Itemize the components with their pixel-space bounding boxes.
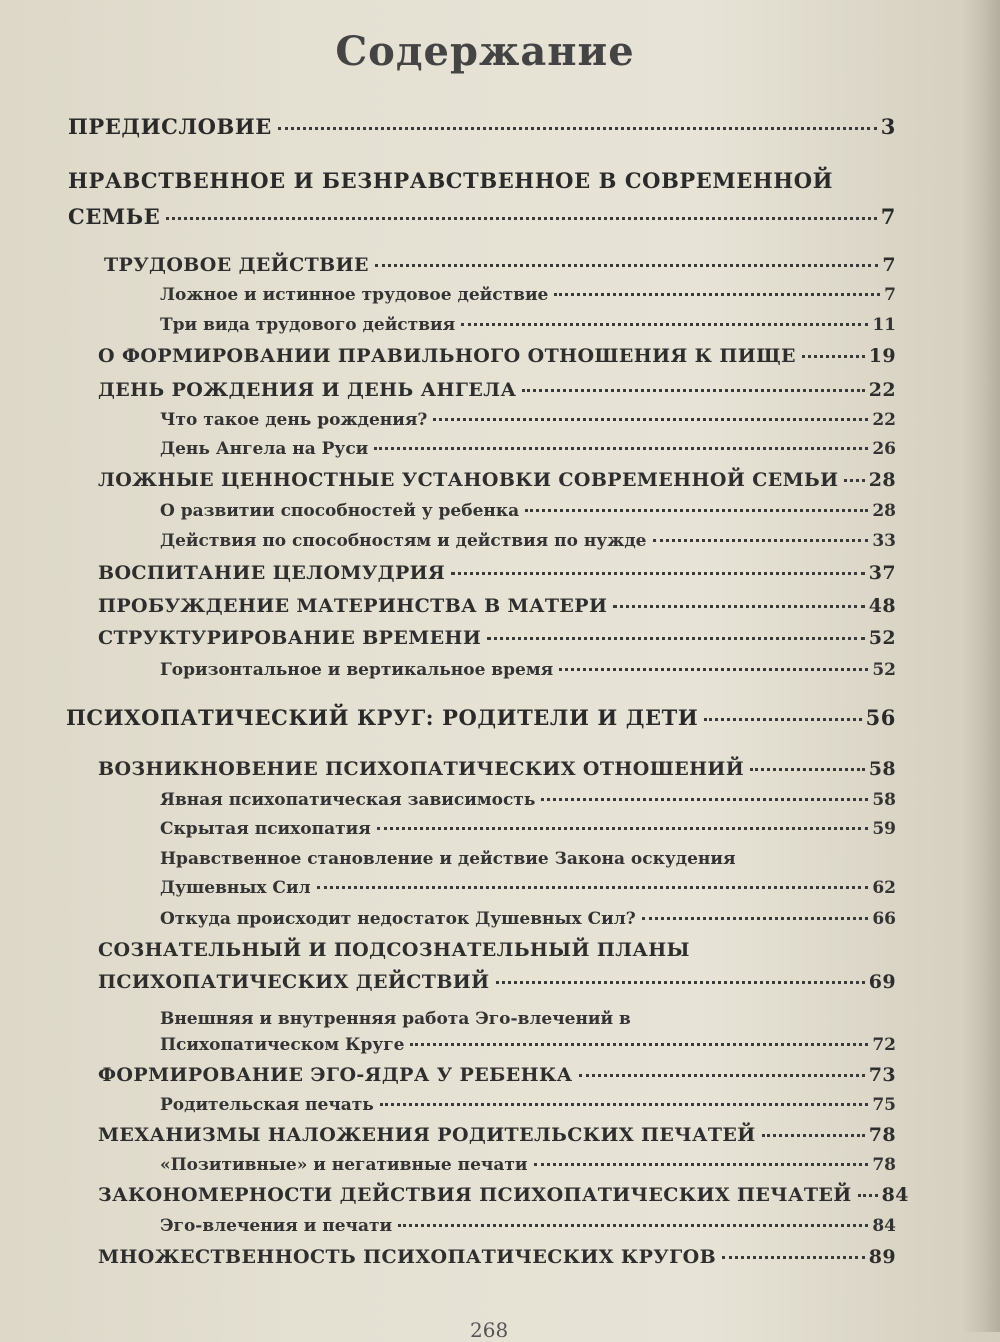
toc-entry-page: 78 [872, 1155, 896, 1175]
toc-entry-page: 59 [872, 819, 896, 839]
toc-entry-title: Явная психопатическая зависимость [160, 790, 536, 810]
toc-entry-explicit-dependence [160, 790, 896, 810]
toc-entry-multiple-circles [98, 1246, 896, 1268]
toc-entry-conscious-planes [98, 971, 896, 993]
toc-entry-title: Скрытая психопатия [160, 819, 371, 839]
toc-entry-title: ЗАКОНОМЕРНОСТИ ДЕЙСТВИЯ ПСИХОПАТИЧЕСКИХ ПЕЧАТЕЙ [98, 1184, 852, 1206]
toc-entry-title: Действия по способностям и действия по нужде [160, 531, 647, 551]
toc-entry-page: 52 [872, 660, 896, 680]
toc-leader-dots [522, 389, 864, 392]
toc-entry-moral-becoming [160, 878, 896, 898]
toc-entry-page: 84 [881, 1184, 909, 1206]
toc-entry-title: ПРЕДИСЛОВИЕ [68, 114, 272, 139]
toc-entry-three-kinds [160, 315, 896, 335]
toc-entry-preface [68, 114, 896, 139]
toc-leader-dots [380, 1103, 868, 1106]
toc-entry-page: 89 [868, 1246, 896, 1268]
toc-leader-dots [410, 1043, 868, 1046]
toc-leader-dots [398, 1224, 868, 1227]
toc-entry-page: 19 [868, 345, 896, 367]
toc-entry-title: СЕМЬЕ [68, 204, 161, 229]
toc-entry-psychopathic-circle [66, 705, 896, 730]
toc-entry-title: День Ангела на Руси [160, 439, 369, 459]
toc-entry-title: ПРОБУЖДЕНИЕ МАТЕРИНСТВА В МАТЕРИ [98, 595, 608, 617]
toc-leader-dots [642, 917, 869, 920]
toc-entry-title: ПСИХОПАТИЧЕСКИЙ КРУГ: РОДИТЕЛИ И ДЕТИ [66, 705, 699, 730]
toc-entry-page: 72 [872, 1035, 896, 1055]
toc-entry-page: 52 [868, 627, 896, 649]
toc-entry-page: 62 [872, 878, 896, 898]
toc-entry-food [98, 345, 896, 367]
toc-leader-dots [377, 827, 869, 830]
toc-leader-dots [704, 718, 861, 721]
page-edge-shadow [962, 0, 1000, 1332]
toc-leader-dots [613, 605, 864, 608]
toc-entry-page: 73 [868, 1064, 896, 1086]
toc-entry-title: ЛОЖНЫЕ ЦЕННОСТНЫЕ УСТАНОВКИ СОВРЕМЕННОЙ СЕМЬИ [98, 469, 839, 491]
toc-entry-title: ПСИХОПАТИЧЕСКИХ ДЕЙСТВИЙ [98, 971, 490, 993]
toc-entry-page: 7 [884, 285, 896, 305]
toc-entry-title-line1: НРАВСТВЕННОЕ И БЕЗНРАВСТВЕННОЕ В СОВРЕМЕННОЙ [68, 168, 834, 193]
toc-entry-page: 69 [868, 971, 896, 993]
toc-leader-dots [451, 572, 865, 575]
toc-leader-dots [487, 637, 864, 640]
toc-entry-abilities-need [160, 531, 896, 551]
toc-entry-birthday-angel [98, 379, 896, 401]
toc-entry-page: 22 [868, 379, 896, 401]
toc-leader-dots [559, 668, 868, 671]
toc-leader-dots [534, 1163, 869, 1166]
toc-entry-title: ФОРМИРОВАНИЕ ЭГО-ЯДРА У РЕБЕНКА [98, 1064, 573, 1086]
toc-leader-dots [278, 127, 877, 130]
toc-leader-dots [554, 293, 880, 296]
toc-entry-lack-of-strength [160, 909, 896, 929]
toc-entry-title: Что такое день рождения? [160, 410, 428, 430]
toc-leader-dots [802, 355, 865, 358]
toc-entry-labor [104, 254, 896, 276]
toc-entry-title: МНОЖЕСТВЕННОСТЬ ПСИХОПАТИЧЕСКИХ КРУГОВ [98, 1246, 717, 1268]
toc-entry-false-true-labor [160, 285, 896, 305]
toc-entry-page: 28 [872, 501, 896, 521]
toc-entry-abilities [160, 501, 896, 521]
toc-entry-title: О ФОРМИРОВАНИИ ПРАВИЛЬНОГО ОТНОШЕНИЯ К ПИЩЕ [98, 345, 796, 367]
toc-entry-page: 66 [872, 909, 896, 929]
toc-entry-page: 37 [868, 562, 896, 584]
toc-entry-page: 78 [868, 1124, 896, 1146]
toc-entry-page: 58 [872, 790, 896, 810]
toc-entry-title: «Позитивные» и негативные печати [160, 1155, 528, 1175]
toc-entry-false-values [98, 469, 896, 491]
toc-entry-page: 11 [872, 315, 896, 335]
toc-entry-psychopathic-relations [98, 758, 896, 780]
toc-entry-title: ДЕНЬ РОЖДЕНИЯ И ДЕНЬ АНГЕЛА [98, 379, 517, 401]
toc-leader-dots [166, 217, 876, 220]
toc-entry-time-structure [98, 627, 896, 649]
toc-leader-dots [750, 768, 865, 771]
page-number: 268 [470, 1318, 509, 1342]
toc-entry-title-line1: Нравственное становление и действие Закона оскудения [160, 849, 736, 869]
toc-entry-title: О развитии способностей у ребенка [160, 501, 520, 521]
toc-entry-parental-seal [160, 1095, 896, 1115]
toc-leader-dots [433, 418, 868, 421]
toc-entry-ego-and-seals [160, 1216, 896, 1236]
toc-entry-what-birthday [160, 410, 896, 430]
toc-entry-title: ВОСПИТАНИЕ ЦЕЛОМУДРИЯ [98, 562, 446, 584]
toc-entry-page: 75 [872, 1095, 896, 1115]
toc-entry-seal-mechanisms [98, 1124, 896, 1146]
page-title: Содержание [335, 28, 635, 75]
toc-entry-motherhood [98, 595, 896, 617]
toc-leader-dots [653, 539, 869, 542]
toc-entry-title: Три вида трудового действия [160, 315, 456, 335]
toc-leader-dots [525, 509, 868, 512]
toc-entry-title: СТРУКТУРИРОВАНИЕ ВРЕМЕНИ [98, 627, 482, 649]
toc-entry-page: 56 [865, 705, 896, 730]
toc-entry-page: 58 [868, 758, 896, 780]
toc-entry-ego-work [160, 1035, 896, 1055]
toc-entry-title-line1: Внешняя и внутренняя работа Эго-влечений в [160, 1009, 631, 1029]
toc-entry-hidden-psychopathy [160, 819, 896, 839]
toc-entry-title: МЕХАНИЗМЫ НАЛОЖЕНИЯ РОДИТЕЛЬСКИХ ПЕЧАТЕЙ [98, 1124, 756, 1146]
toc-entry-page: 7 [880, 204, 896, 229]
toc-entry-chastity [98, 562, 896, 584]
toc-entry-seal-patterns [98, 1184, 909, 1206]
toc-entry-angel-day-rus [160, 439, 896, 459]
toc-entry-title: ТРУДОВОЕ ДЕЙСТВИЕ [104, 254, 369, 276]
toc-entry-ego-core [98, 1064, 896, 1086]
toc-entry-page: 28 [868, 469, 896, 491]
toc-entry-page: 7 [882, 254, 896, 276]
toc-entry-moral-family [68, 204, 896, 229]
toc-entry-title: Откуда происходит недостаток Душевных Сил? [160, 909, 636, 929]
toc-leader-dots [579, 1074, 865, 1077]
toc-entry-page: 33 [872, 531, 896, 551]
toc-leader-dots [762, 1134, 865, 1137]
toc-leader-dots [722, 1256, 865, 1259]
toc-entry-title: Родительская печать [160, 1095, 374, 1115]
toc-leader-dots [317, 886, 869, 889]
toc-entry-page: 48 [868, 595, 896, 617]
toc-leader-dots [844, 479, 864, 482]
toc-entry-title: ВОЗНИКНОВЕНИЕ ПСИХОПАТИЧЕСКИХ ОТНОШЕНИЙ [98, 758, 745, 780]
toc-entry-page: 84 [872, 1216, 896, 1236]
toc-entry-title: Ложное и истинное трудовое действие [160, 285, 549, 305]
toc-leader-dots [541, 798, 868, 801]
toc-leader-dots [374, 447, 868, 450]
toc-entry-title: Душевных Сил [160, 878, 311, 898]
toc-entry-positive-negative-seals [160, 1155, 896, 1175]
toc-leader-dots [375, 264, 878, 267]
toc-entry-title: Психопатическом Круге [160, 1035, 405, 1055]
toc-leader-dots [461, 323, 868, 326]
toc-entry-horizontal-vertical [160, 660, 896, 680]
toc-leader-dots [496, 981, 865, 984]
toc-entry-title: Горизонтальное и вертикальное время [160, 660, 554, 680]
toc-entry-title: Эго-влечения и печати [160, 1216, 393, 1236]
toc-entry-page: 26 [872, 439, 896, 459]
toc-leader-dots [858, 1194, 878, 1197]
toc-entry-page: 3 [880, 114, 896, 139]
toc-entry-page: 22 [872, 410, 896, 430]
toc-entry-title-line1: СОЗНАТЕЛЬНЫЙ И ПОДСОЗНАТЕЛЬНЫЙ ПЛАНЫ [98, 939, 690, 961]
